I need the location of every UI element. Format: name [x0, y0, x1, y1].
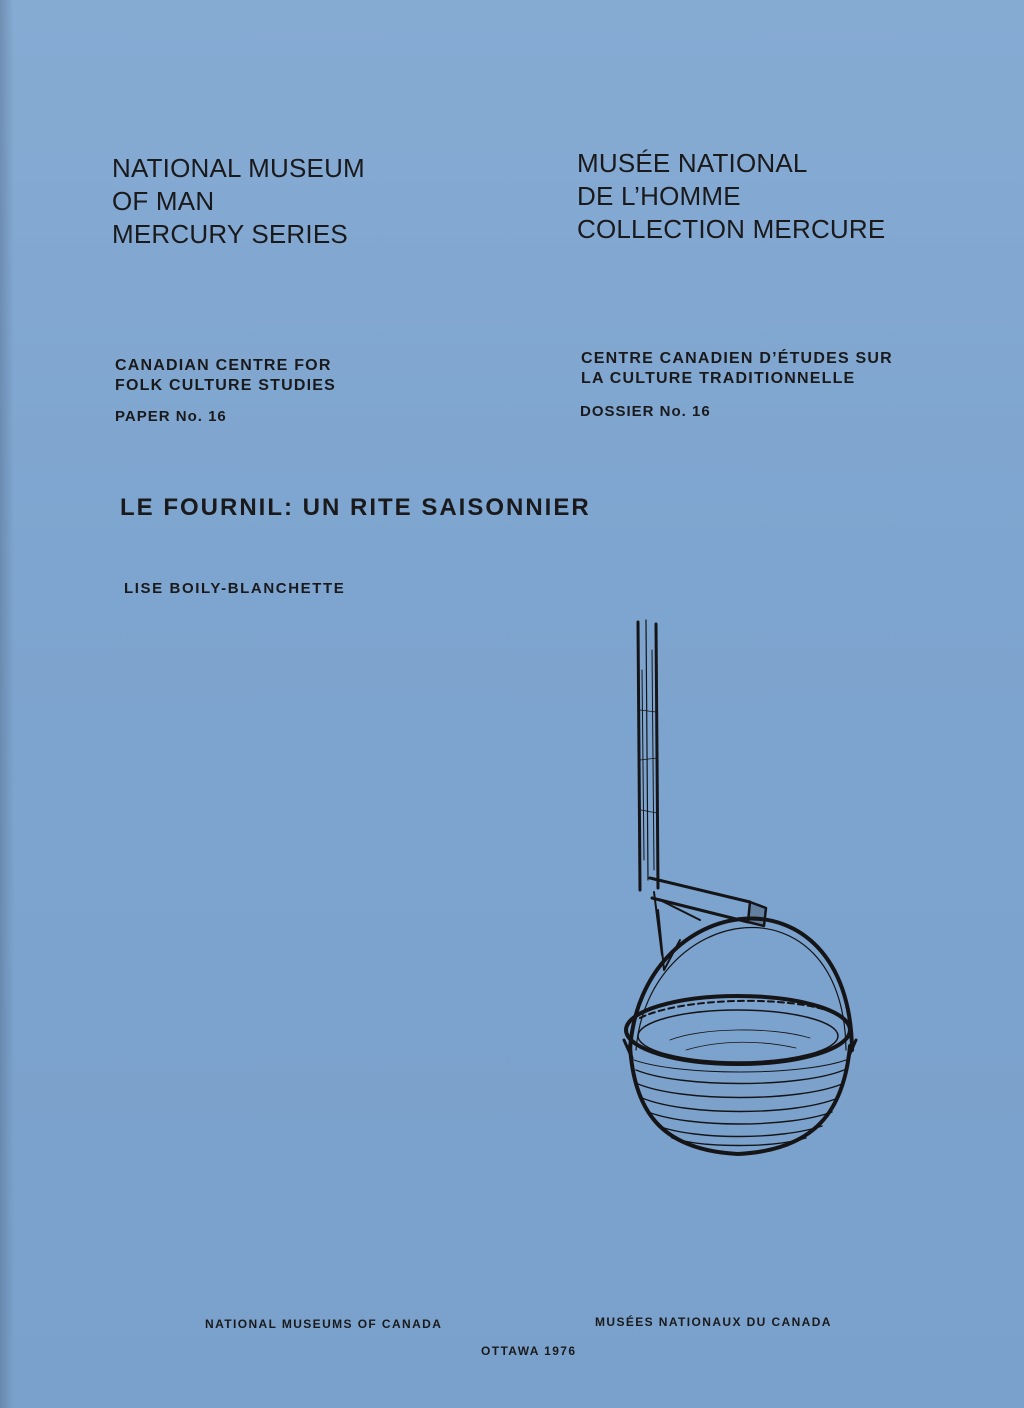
french-centre-name — [581, 349, 893, 389]
english-centre-line-2: FOLK CULTURE STUDIES — [115, 377, 337, 394]
french-series-line-1: MUSÉE NATIONAL — [577, 148, 808, 178]
english-series-heading — [112, 152, 365, 251]
publication-place-year: OTTAWA 1976 — [481, 1344, 577, 1358]
english-series-line-1: NATIONAL MUSEUM — [112, 153, 365, 183]
french-centre-line-1: CENTRE CANADIEN D’ÉTUDES SUR — [581, 350, 893, 367]
publisher-french: MUSÉES NATIONAUX DU CANADA — [595, 1315, 832, 1329]
french-series-heading — [577, 147, 885, 246]
book-title: LE FOURNIL: UN RITE SAISONNIER — [120, 494, 591, 521]
hanging-cauldron-icon — [600, 610, 880, 1180]
french-series-line-2: DE L’HOMME — [577, 181, 741, 211]
french-dossier-number: DOSSIER No. 16 — [580, 403, 711, 420]
english-centre-name — [115, 356, 336, 396]
english-series-line-2: OF MAN — [112, 186, 215, 216]
english-paper-number: PAPER No. 16 — [115, 408, 227, 425]
french-series-line-3: COLLECTION MERCURE — [577, 214, 886, 244]
english-centre-line-1: CANADIAN CENTRE FOR — [115, 357, 332, 374]
publisher-english: NATIONAL MUSEUMS OF CANADA — [205, 1317, 443, 1331]
author-name: LISE BOILY-BLANCHETTE — [124, 580, 346, 597]
english-series-line-3: MERCURY SERIES — [112, 219, 348, 249]
french-centre-line-2: LA CULTURE TRADITIONNELLE — [581, 370, 856, 387]
cover-edge-shadow — [0, 0, 14, 1408]
